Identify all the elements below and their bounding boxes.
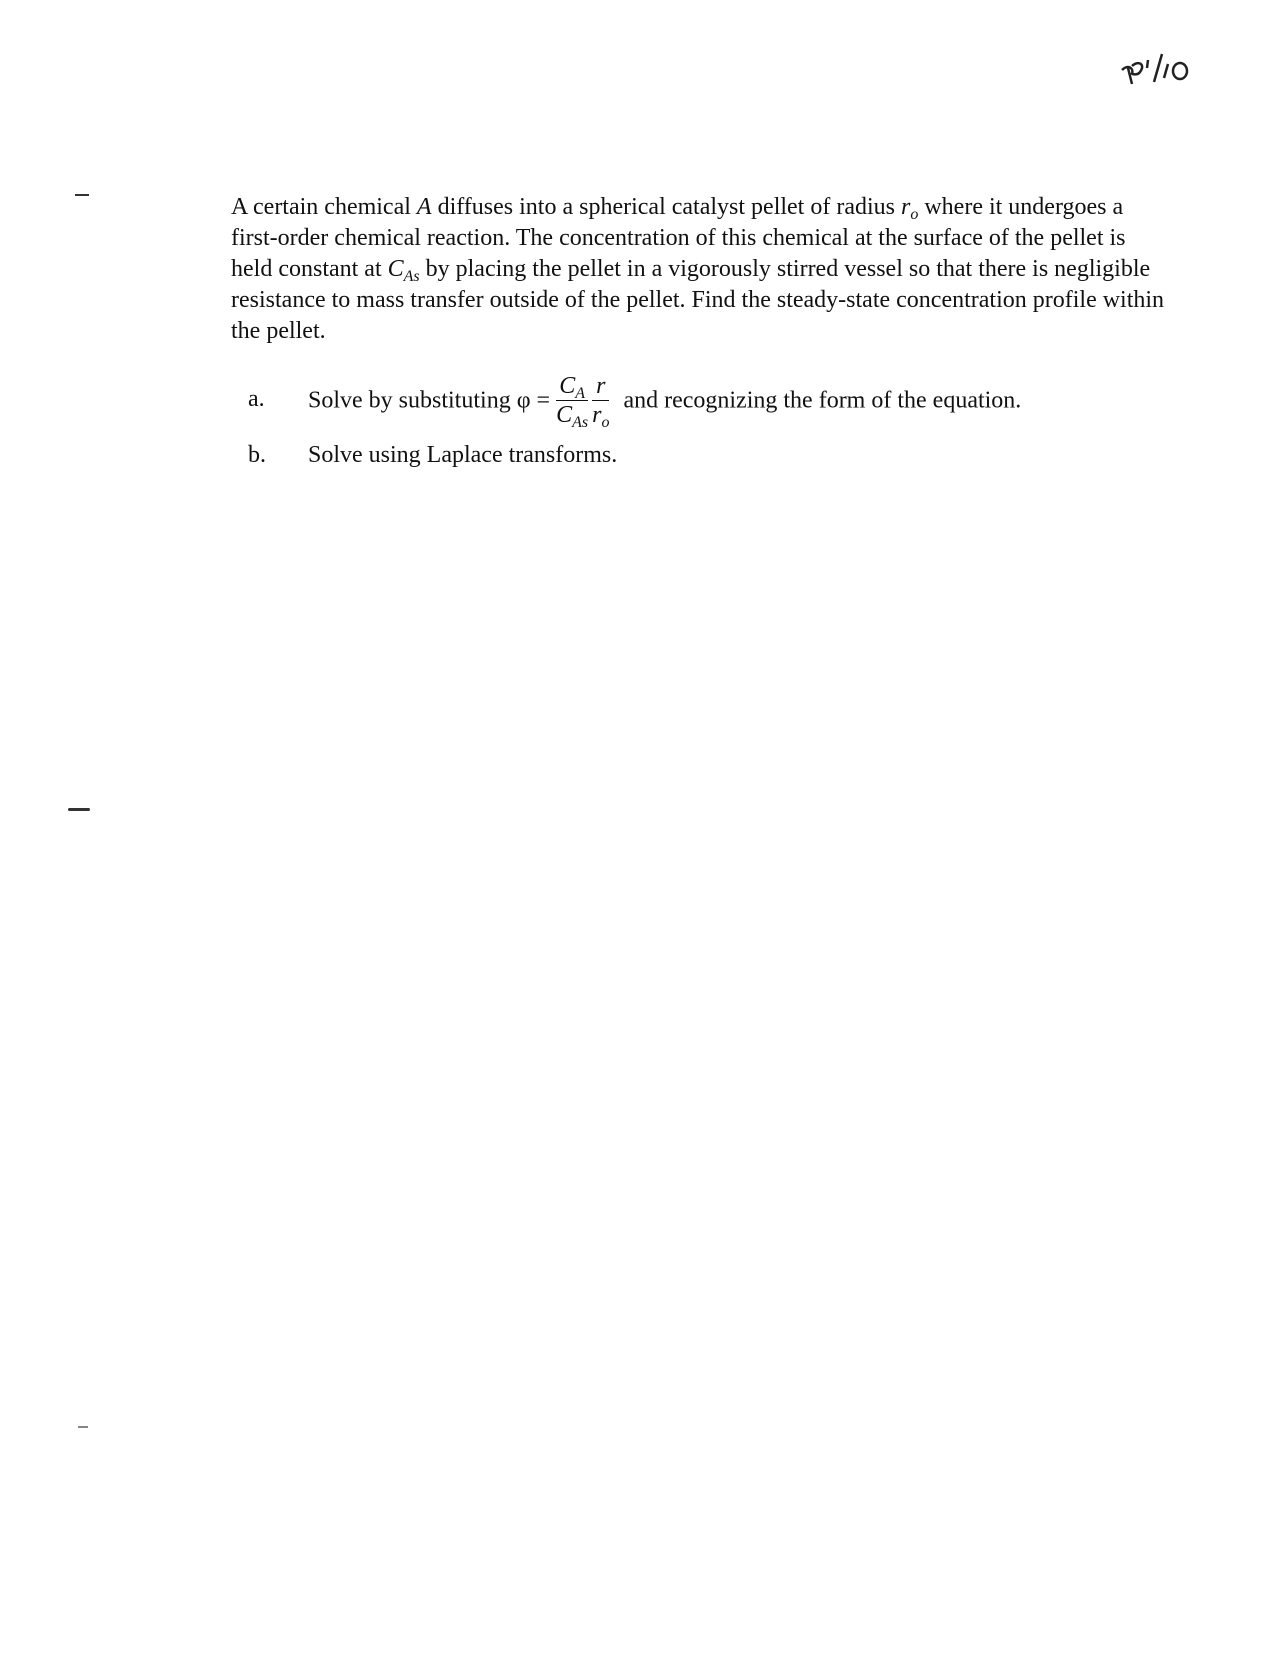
list-item-b (248, 440, 617, 470)
item-text-before: Solve by substituting φ = (308, 387, 551, 414)
variable-r-o: $r_o$ (901, 194, 919, 223)
problem-text-segment: diffuses into a spherical catalyst pellet of radius (431, 194, 901, 220)
margin-mark (68, 808, 90, 811)
problem-text-segment: where it undergoes a first-order chemical reaction. The concentration of this chemical at the surface of the pellet is held constant at (231, 194, 1126, 282)
item-text: Solve using Laplace transforms. (308, 442, 618, 468)
margin-mark (78, 1426, 88, 1428)
list-item-a (248, 372, 1021, 429)
handwritten-page-note-image (1118, 48, 1198, 98)
item-label: b. (248, 442, 266, 468)
variable-C-As: $C_{As}$ (387, 256, 420, 285)
item-text (308, 372, 1021, 429)
problem-text-segment: A certain chemical (231, 194, 417, 220)
item-text-after: and recognizing the form of the equation. (617, 387, 1022, 414)
problem-statement (231, 192, 1171, 347)
margin-mark (75, 194, 89, 196)
fraction-r-over-ro: $\frac{r}{r_o}$ (592, 373, 610, 431)
item-label: a. (248, 386, 265, 413)
variable-A: A (416, 194, 432, 220)
problem-text-segment: by placing the pellet in a vigorously stirred vessel so that there is negligible resistance to mass transfer outside of the pellet. Find the steady-state concentration profile within the pellet. (231, 256, 1165, 344)
fraction-CA-over-CAs: $\frac{C_A}{C_{As}}$ (556, 373, 589, 431)
